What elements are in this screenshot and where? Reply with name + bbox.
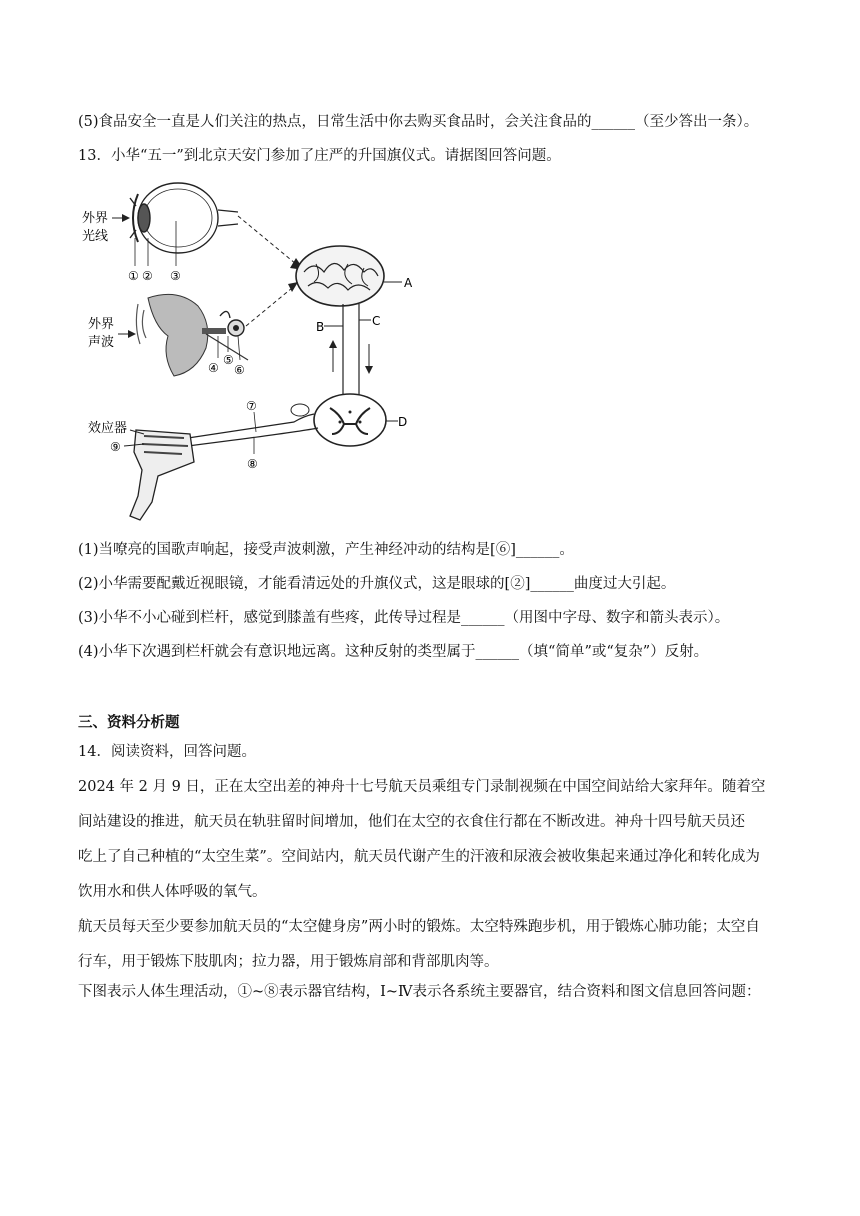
label-1: ① xyxy=(128,269,139,283)
label-C: C xyxy=(372,314,381,328)
label-9: ⑨ xyxy=(110,440,121,454)
label-B: B xyxy=(316,320,325,334)
reading-paragraph-2 xyxy=(78,910,793,980)
question-13-part-2: (2)小华需要配戴近视眼镜，才能看清远处的升旗仪式，这是眼球的[②]______曲度过大引起。 xyxy=(78,576,676,592)
paragraph-line: 吃上了自己种植的“太空生菜”。空间站内，航天员代谢产生的汗液和尿液会被收集起来通过净化和转化成为 xyxy=(78,849,760,865)
sound-label-line1: 外界 xyxy=(88,317,115,332)
question-14-stem: 14．阅读资料，回答问题。 xyxy=(78,744,256,760)
question-13-part-3: (3)小华不小心碰到栏杆，感觉到膝盖有些疼，此传导过程是______（用图中字母、数字和箭头表示）。 xyxy=(78,610,730,626)
leg-diagram xyxy=(130,430,194,520)
nervous-system-figure xyxy=(78,176,438,526)
spinal-cord-diagram xyxy=(314,394,386,446)
question-13-stem: 13．小华“五一”到北京天安门参加了庄严的升国旗仪式。请据图回答问题。 xyxy=(78,148,561,164)
label-8: ⑧ xyxy=(247,457,258,471)
label-A: A xyxy=(404,276,413,290)
question-12-part-5: (5)食品安全一直是人们关注的热点，日常生活中你去购买食品时，会关注食品的______（至少答出一条）。 xyxy=(78,114,759,130)
label-2: ② xyxy=(142,269,153,283)
label-7: ⑦ xyxy=(246,399,257,413)
label-5: ⑤ xyxy=(223,353,234,367)
paragraph-line: 航天员每天至少要参加航天员的“太空健身房”两小时的锻炼。太空特殊跑步机，用于锻炼心肺功能；太空自 xyxy=(78,919,760,935)
paragraph-line: 行车，用于锻炼下肢肌肉；拉力器，用于锻炼肩部和背部肌肉等。 xyxy=(78,954,499,970)
label-D: D xyxy=(398,415,408,429)
paragraph-line: 饮用水和供人体呼吸的氧气。 xyxy=(78,884,267,900)
effector-label: 效应器 xyxy=(88,421,128,436)
brain-diagram xyxy=(296,246,384,306)
label-4: ④ xyxy=(208,361,219,375)
light-label-line2: 光线 xyxy=(82,229,109,244)
sound-label-line2: 声波 xyxy=(88,335,115,350)
question-13-part-4: (4)小华下次遇到栏杆就会有意识地远离。这种反射的类型属于______（填“简单”或“复杂”）反射。 xyxy=(78,644,709,660)
question-13-part-1: (1)当嘹亮的国歌声响起，接受声波刺激，产生神经冲动的结构是[⑥]______。 xyxy=(78,542,574,558)
reading-paragraph-1 xyxy=(78,770,793,910)
section-heading: 三、资料分析题 xyxy=(78,714,180,731)
label-3: ③ xyxy=(170,269,181,283)
figure-intro-text: 下图表示人体生理活动，①~⑧表示器官结构，Ⅰ~Ⅳ表示各系统主要器官，结合资料和图文信息回答问题： xyxy=(78,984,761,1000)
light-label-line1: 外界 xyxy=(82,211,109,226)
eye-diagram xyxy=(130,183,238,266)
paragraph-line: 间站建设的推进，航天员在轨驻留时间增加，他们在太空的衣食住行都在不断改进。神舟十四号航天员还 xyxy=(78,814,745,830)
paragraph-line: 2024 年 2 月 9 日，正在太空出差的神舟十七号航天员乘组专门录制视频在中国空间站给大家拜年。随着空 xyxy=(78,779,766,795)
label-6: ⑥ xyxy=(234,363,245,377)
